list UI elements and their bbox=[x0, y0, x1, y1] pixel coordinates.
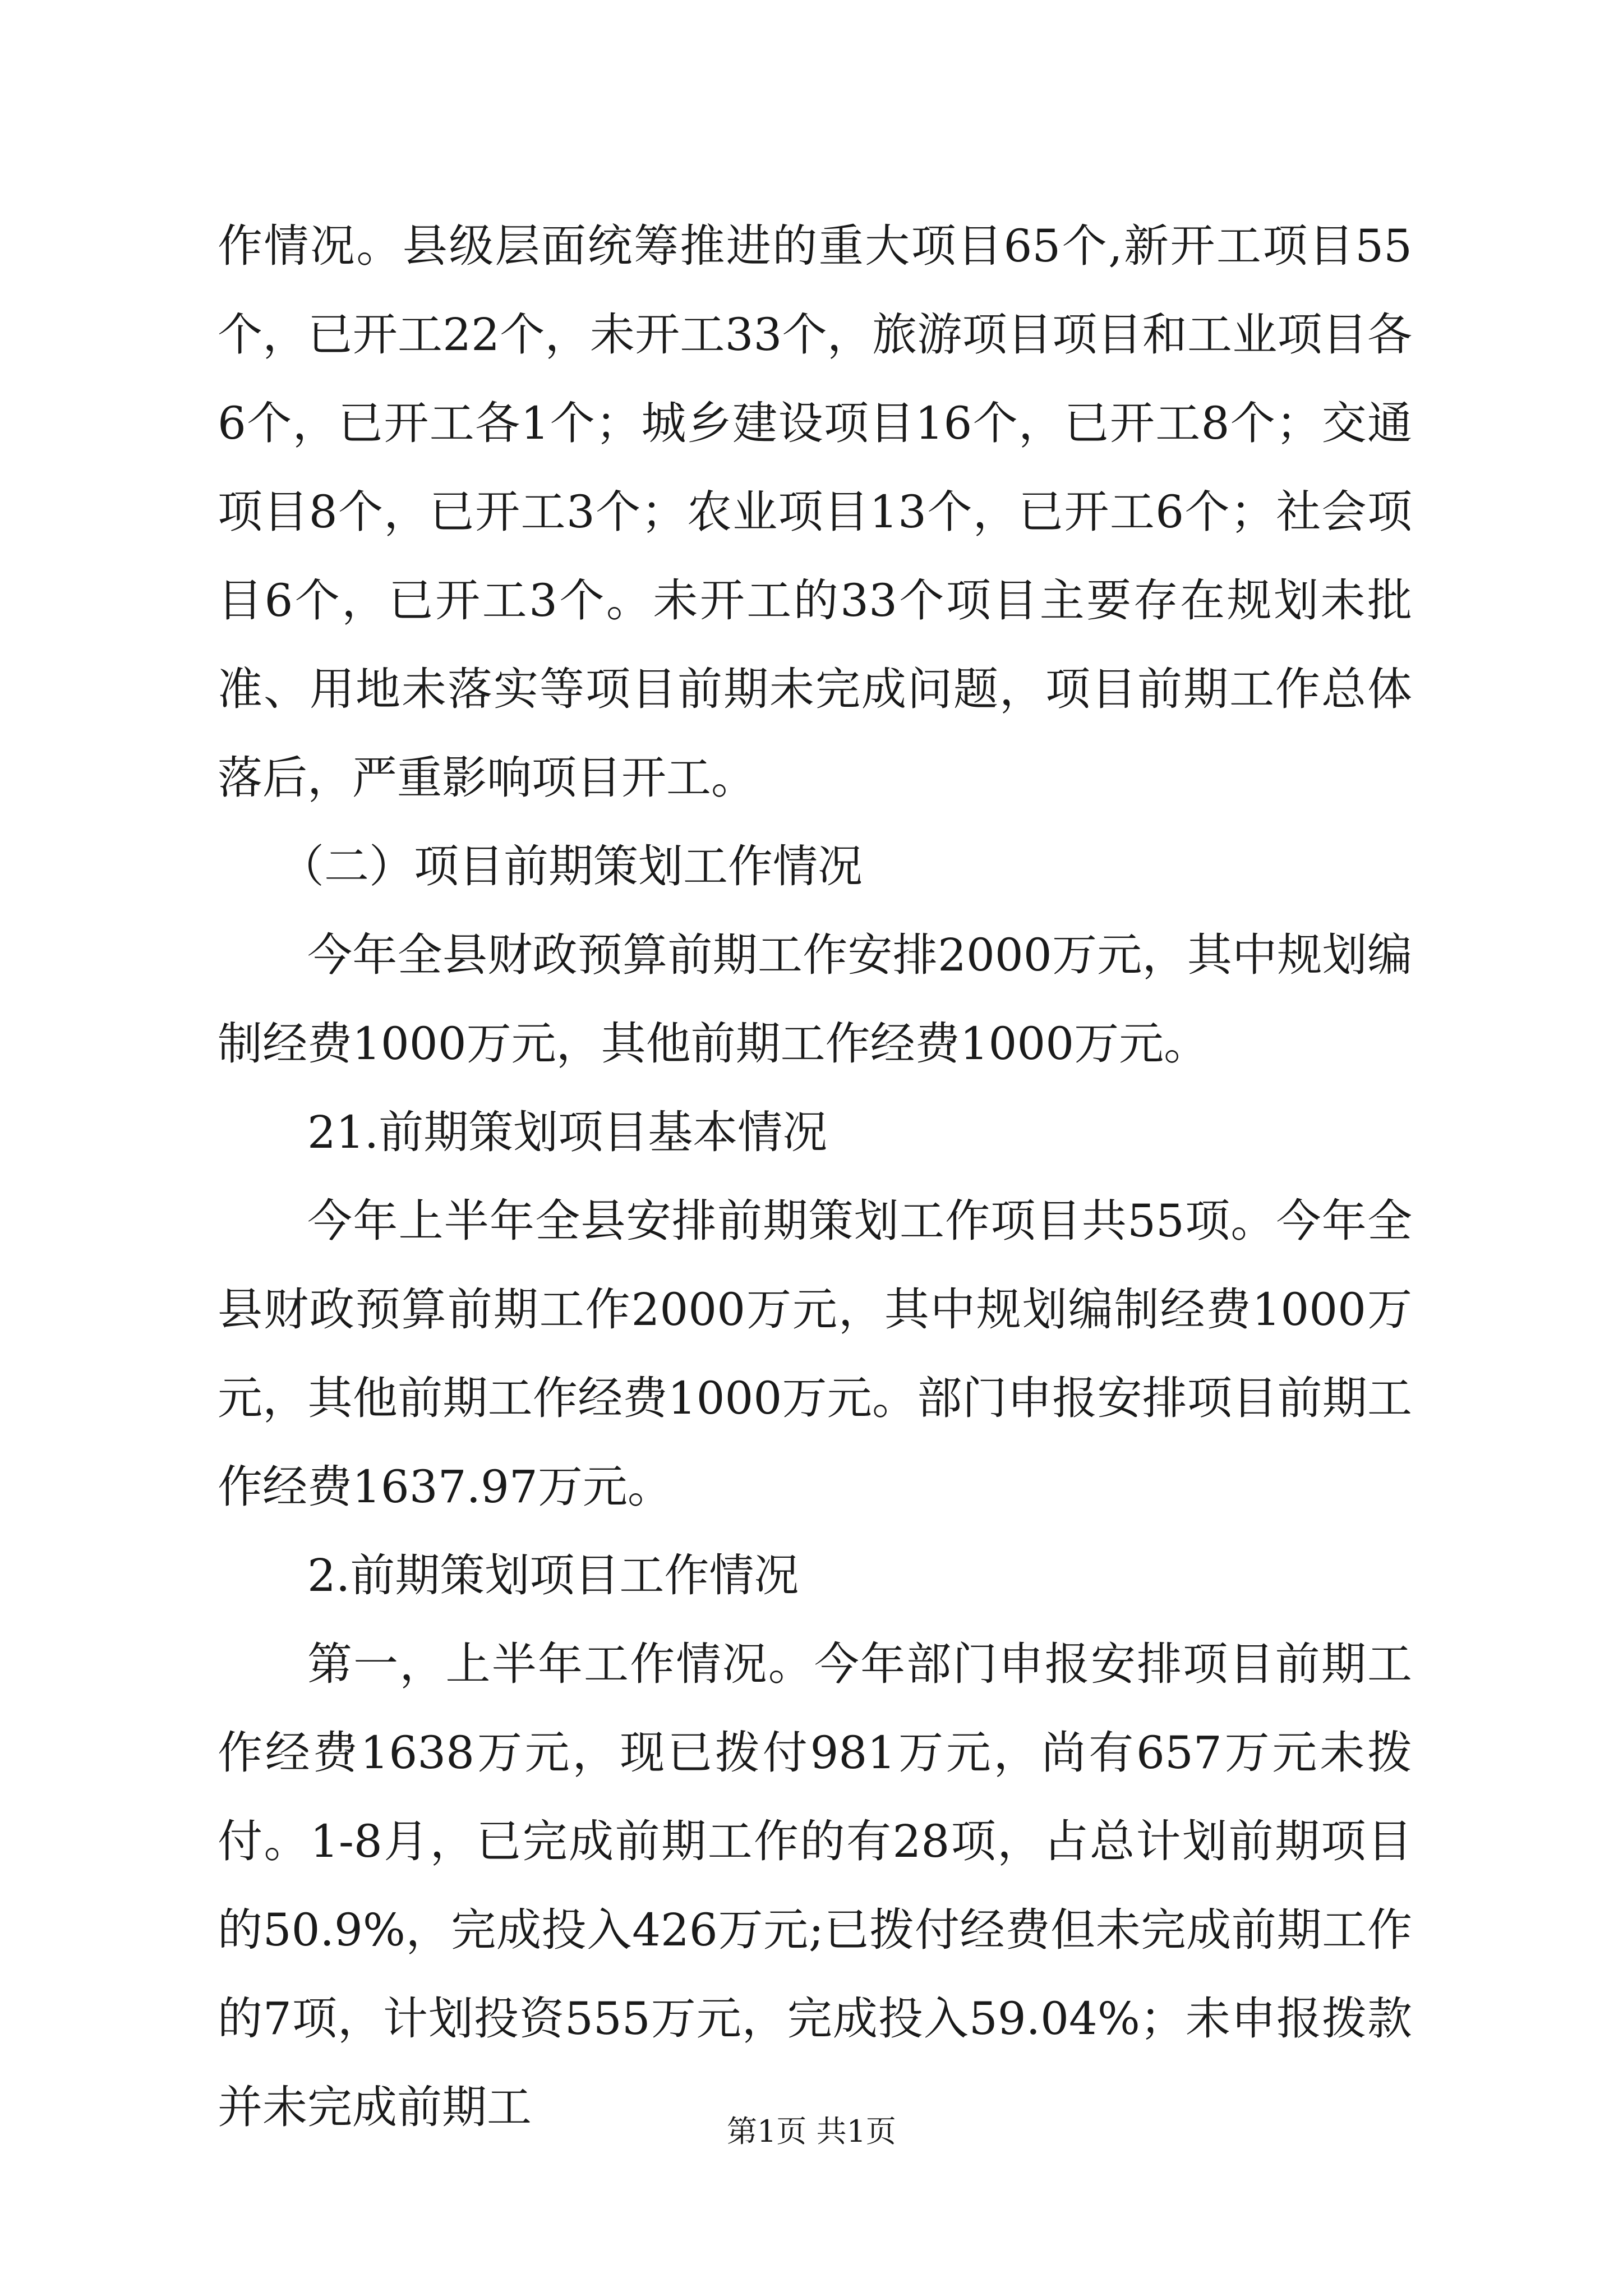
paragraph-work-status: 第一，上半年工作情况。今年部门申报安排项目前期工作经费1638万元，现已拨付981万元，尚有657万元未拨付。1-8月，已完成前期工作的有28项，占总计划前期项目的50.9%，完成投入426万元;已拨付经费但未完成前期工作的7项，计划投资555万元，完成投入59.04%；未申报拨款并未完成前期工 bbox=[218, 1638, 1412, 2133]
paragraph-project-status: 作情况。县级层面统筹推进的重大项目65个,新开工项目55个，已开工22个，未开工33个，旅游项目项目和工业项目各6个，已开工各1个；城乡建设项目16个，已开工8个；交通项目8个，已开工3个；农业项目13个，已开工6个；社会项目6个，已开工3个。未开工的33个项目主要存在规划未批准、用地未落实等项目前期未完成问题，项目前期工作总体落后，严重影响项目开工。 bbox=[218, 220, 1412, 804]
section-heading-planning: （二）项目前期策划工作情况 bbox=[279, 840, 863, 892]
page-footer: 第1页 共1页 bbox=[727, 2114, 896, 2149]
paragraph-basic-info: 今年上半年全县安排前期策划工作项目共55项。今年全县财政预算前期工作2000万元，其中规划编制经费1000万元，其他前期工作经费1000万元。部门申报安排项目前期工作经费1637.97万元。 bbox=[218, 1195, 1412, 1513]
subheading-basic-info: 21.前期策划项目基本情况 bbox=[307, 1106, 828, 1158]
paragraph-budget: 今年全县财政预算前期工作安排2000万元，其中规划编制经费1000万元，其他前期工作经费1000万元。 bbox=[218, 929, 1412, 1070]
subheading-work-status: 2.前期策划项目工作情况 bbox=[307, 1549, 799, 1602]
document-body bbox=[218, 202, 1412, 2152]
